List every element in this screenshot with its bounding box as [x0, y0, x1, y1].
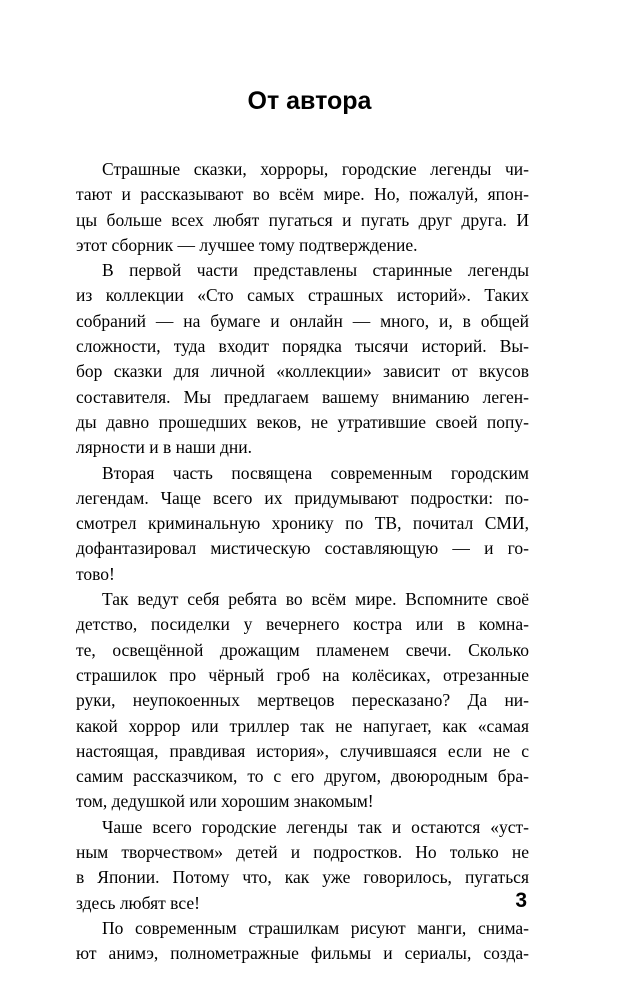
text-line: из коллекции «Сто самых страшных историй». Таких — [76, 285, 529, 306]
text-line: те, освещённой дрожащим пламенем свечи. Сколько — [76, 639, 529, 660]
text-line: ды давно прошедших веков, не утратившие своей попу- — [76, 411, 529, 432]
text-line: Так ведут себя ребята во всём мире. Вспомните своё — [102, 589, 529, 610]
text-line: какой хоррор или триллер так не напугает, как «самая — [76, 715, 529, 736]
text-line: в Японии. Потому что, как уже говорилось, пугаться — [76, 867, 529, 888]
text-line: собраний — на бумаге и онлайн — много, и, в общей — [76, 310, 529, 331]
text-line: По современным страшилкам рисуют манги, снима- — [102, 917, 529, 938]
text-line: Чаше всего городские легенды так и остаются «уст- — [102, 816, 529, 837]
text-line: Вторая часть посвящена современным городским — [102, 462, 529, 483]
text-line: легендам. Чаще всего их придумывают подростки: по- — [76, 487, 529, 508]
text-line: настоящая, правдивая история», случившаяся если не с — [76, 740, 529, 761]
text-line: самим рассказчиком, то с его другом, двоюродным бра- — [76, 766, 529, 787]
text-line: сложности, туда входит порядка тысячи историй. Вы- — [76, 336, 529, 357]
text-line: детство, посиделки у вечернего костра или в комна- — [76, 614, 529, 635]
text-line: этот сборник — лучшее тому подтверждение. — [76, 234, 418, 255]
text-line: дофантазировал мистическую составляющую — и го- — [76, 538, 529, 559]
text-line: бор сказки для личной «коллекции» зависит от вкусов — [76, 361, 529, 382]
text-line: том, дедушкой или хорошим знакомым! — [76, 791, 374, 812]
text-line: ют анимэ, полнометражные фильмы и сериалы, созда- — [76, 943, 529, 964]
page-number: 3 — [515, 889, 527, 912]
text-line: смотрел криминальную хронику по ТВ, почитал СМИ, — [76, 513, 529, 534]
text-line: здесь любят все! — [76, 892, 200, 913]
text-line: В первой части представлены старинные легенды — [102, 260, 529, 281]
text-line: лярности и в наши дни. — [76, 437, 252, 458]
text-line: Страшные сказки, хорроры, городские легенды чи- — [102, 159, 529, 179]
text-line: тово! — [76, 563, 115, 584]
body-text — [76, 157, 529, 967]
text-line: руки, неупокоенных мертвецов пересказано? Да ни- — [76, 690, 529, 711]
text-line: составителя. Мы предлагаем вашему вниманию леген- — [76, 386, 529, 407]
text-line: цы больше всех любят пугаться и пугать друг друга. И — [76, 209, 529, 230]
text-line: страшилок про чёрный гроб на колёсиках, отрезанные — [76, 664, 529, 685]
chapter-title: От автора — [247, 87, 372, 115]
text-line: ным творчеством» детей и подростков. Но только не — [76, 842, 529, 863]
text-line: тают и рассказывают во всём мире. Но, пожалуй, япон- — [76, 184, 529, 205]
